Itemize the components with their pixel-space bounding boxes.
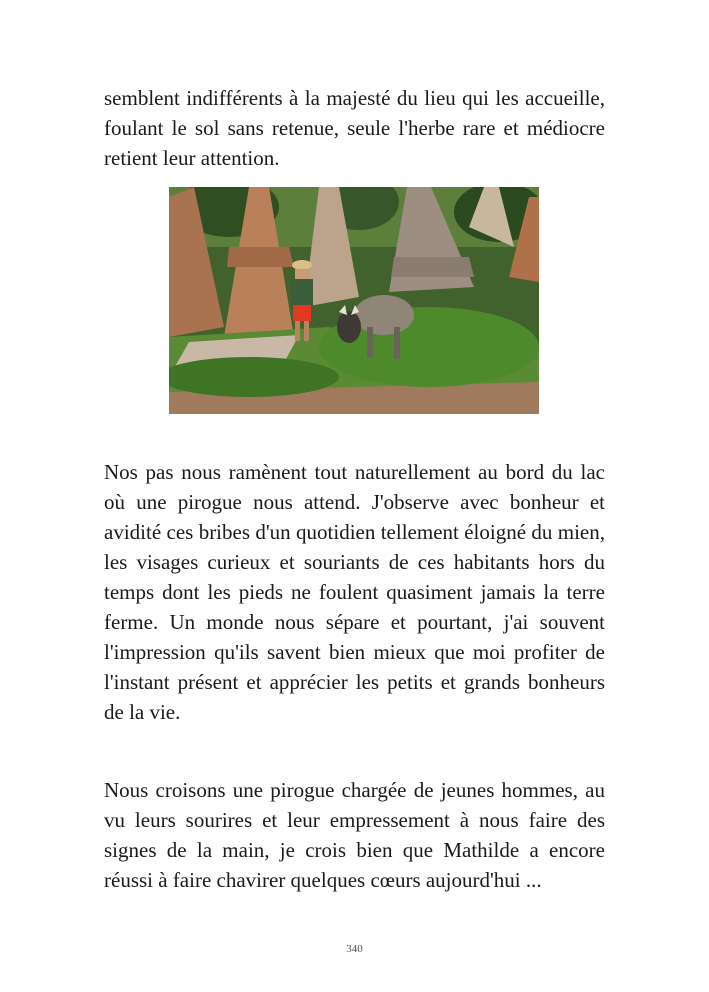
paragraph-1: semblent indifférents à la majesté du lieu qui les accueille, foulant le sol sans retenue, seule l'herbe rare et médiocre retient leur attention. [104, 86, 605, 170]
photo-stupas-herdsman-cow [169, 187, 539, 414]
page-number: 340 [346, 943, 363, 955]
paragraph-3: Nous croisons une pirogue chargée de jeunes hommes, au vu leurs sourires et leur empressement à nous faire des signes de la main, je crois bien que Mathilde a encore réussi à faire chavirer quelques cœurs aujourd'hui ... [104, 778, 605, 892]
paragraph-2: Nos pas nous ramènent tout naturellement au bord du lac où une pirogue nous attend. J'observe avec bonheur et avidité ces bribes d'un quotidien tellement éloigné du mien, les visages curieux et souriants de ces habitants hors du temps dont les pieds ne foulent quasiment jamais la terre ferme. Un monde nous sépare et pourtant, j'ai souvent l'impression qu'ils savent bien mieux que moi profiter de l'instant présent et apprécier les petits et grands bonheurs de la vie. [104, 460, 605, 724]
